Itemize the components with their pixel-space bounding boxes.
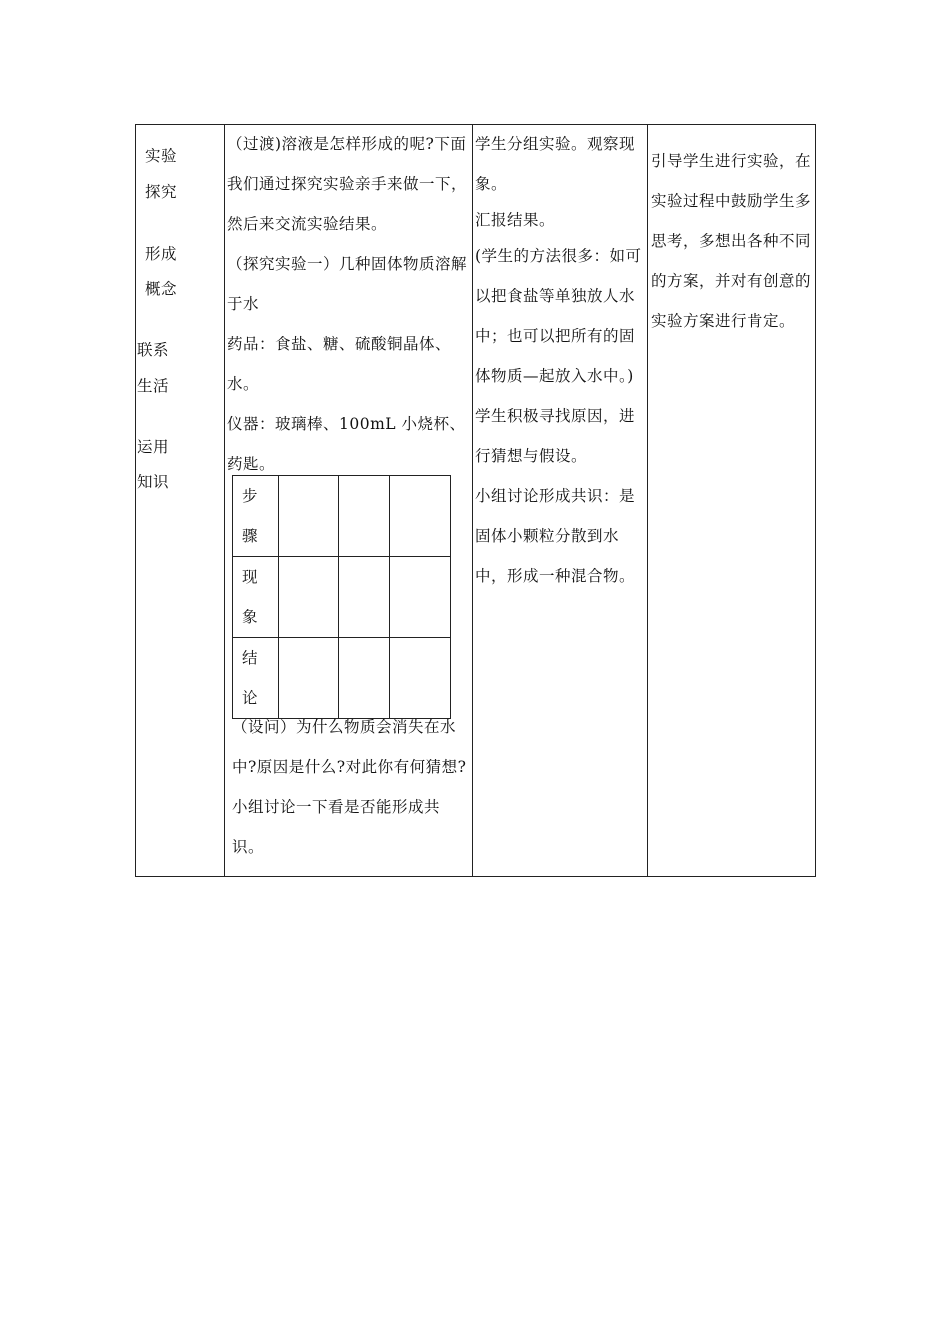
teacher-activity-column	[227, 124, 467, 484]
stage-label: 概念	[145, 280, 178, 298]
experiment-record-table	[232, 475, 451, 719]
reagents-text: 药品：食盐、糖、硫酸铜晶体、水。	[227, 335, 452, 393]
experiment-title: （探究实验一）几种固体物质溶解于水	[227, 255, 468, 313]
transition-text: （过渡)溶液是怎样形成的呢?下面我们通过探究实验亲手来做一下，然后来交流实验结果。	[227, 135, 468, 233]
table-cell	[339, 557, 390, 638]
student-paragraph: 学生积极寻找原因，进行猜想与假设。	[475, 407, 636, 465]
column-divider	[224, 124, 225, 877]
student-paragraph: 小组讨论形成共识：是固体小颗粒分散到水中，形成一种混合物。	[475, 487, 636, 585]
student-paragraph: 学生分组实验。观察现象。	[475, 135, 636, 193]
student-paragraph: (学生的方法很多：如可以把食盐等单独放人水中；也可以把所有的固体物质—起放入水中。)	[475, 247, 642, 385]
table-cell	[279, 476, 339, 557]
stage-label: 探究	[145, 183, 178, 201]
apparatus-text: 仪器：玻璃棒、100mL 小烧杯、药匙。	[227, 415, 466, 473]
stage-label: 联系	[137, 341, 170, 359]
row-header-conclusion: 结 论	[233, 638, 279, 719]
intent-paragraph: 引导学生进行实验，在实验过程中鼓励学生多思考，多想出各种不同的方案，并对有创意的实验方案进行肯定。	[651, 152, 812, 330]
stage-label: 知识	[137, 473, 170, 491]
column-divider	[472, 124, 473, 877]
row-header-phenomenon: 现 象	[233, 557, 279, 638]
table-cell	[339, 476, 390, 557]
table-cell	[390, 557, 451, 638]
student-paragraph: 汇报结果。	[475, 211, 556, 229]
table-cell	[279, 557, 339, 638]
stage-label: 形成	[145, 245, 178, 263]
stage-label: 运用	[137, 438, 170, 456]
design-intent-column	[651, 141, 813, 341]
row-header-steps: 步 骤	[233, 476, 279, 557]
table-row	[233, 557, 451, 638]
table-row	[233, 476, 451, 557]
stage-label: 实验	[145, 147, 178, 165]
column-divider	[647, 124, 648, 877]
question-text: （设问）为什么物质会消失在水中?原因是什么?对此你有何猜想?小组讨论一下看是否能形成共识。	[232, 718, 467, 856]
student-activity-column	[475, 124, 645, 596]
table-cell	[390, 476, 451, 557]
stage-label: 生活	[137, 377, 170, 395]
